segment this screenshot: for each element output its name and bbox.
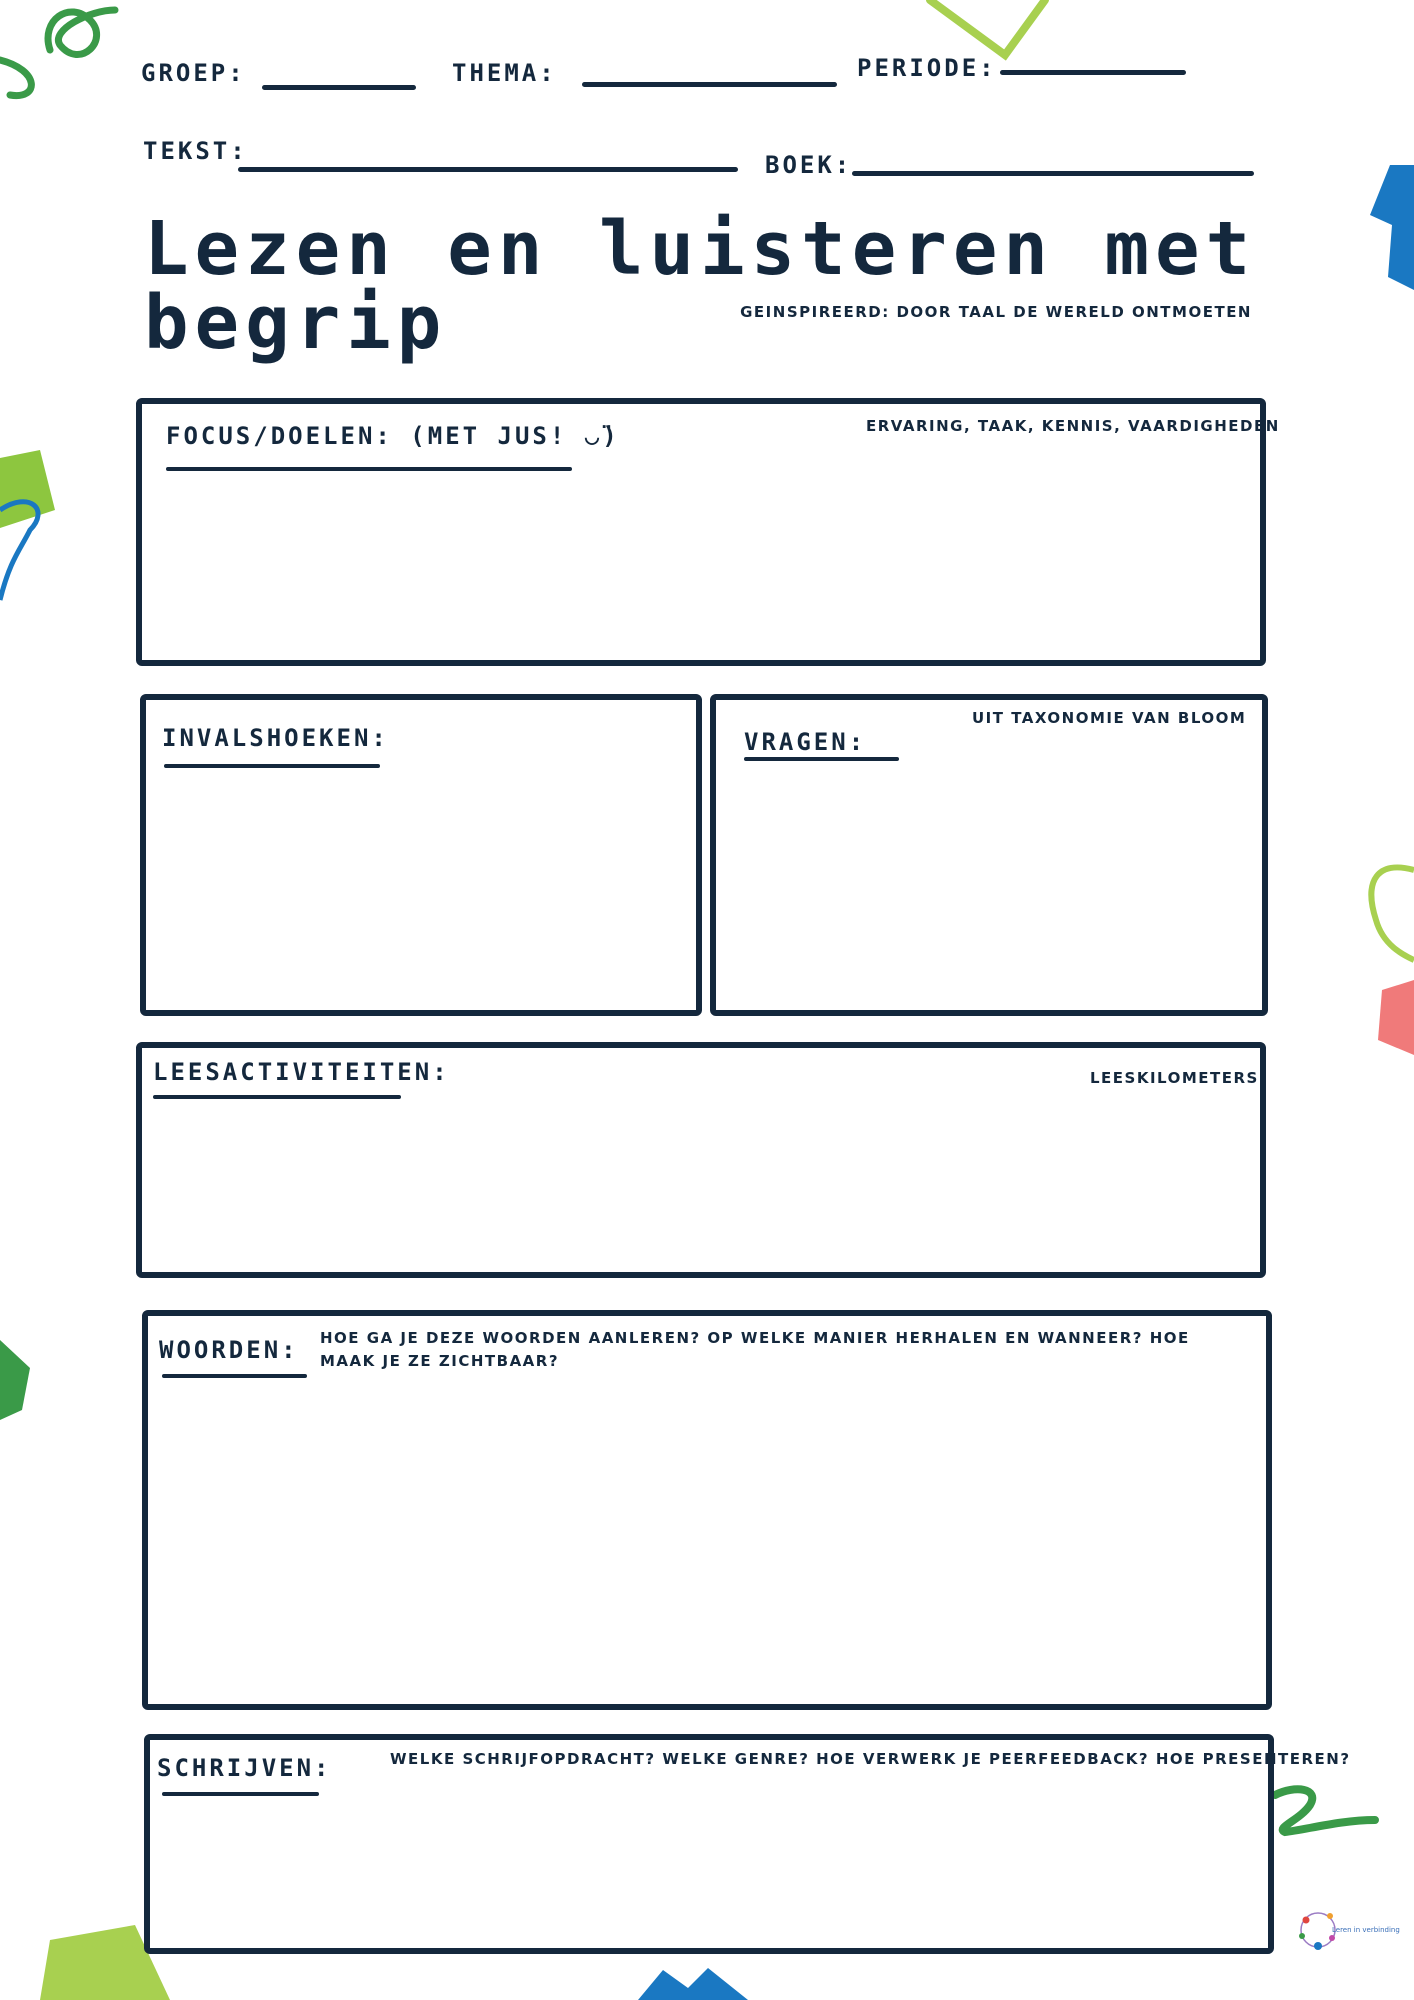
section-leesactiviteiten-underline (153, 1095, 401, 1099)
decorative-block-left-lower (0, 1340, 34, 1420)
section-vragen-hint: UIT TAXONOMIE VAN BLOOM (972, 709, 1247, 727)
field-label-periode: PERIODE: (857, 54, 997, 82)
decorative-block-left-mid (0, 450, 60, 605)
field-label-tekst: TEKST: (143, 137, 248, 165)
section-invalshoeken-underline (164, 764, 380, 768)
page-title: Lezen en luisteren met begrip (144, 206, 1257, 366)
section-woorden-title: WOORDEN: (159, 1336, 299, 1364)
section-schrijven-title: SCHRIJVEN: (157, 1754, 332, 1782)
field-label-groep: GROEP: (141, 59, 246, 87)
decorative-squiggle-top-left (0, 0, 130, 110)
logo-text: Leren in verbinding (1332, 1926, 1400, 1934)
page-subtitle: GEINSPIREERD: DOOR TAAL DE WERELD ONTMOETEN (740, 303, 1252, 321)
field-label-boek: BOEK: (765, 151, 853, 179)
section-woorden-underline (162, 1374, 307, 1378)
section-focus-hint: ERVARING, TAAK, KENNIS, VAARDIGHEDEN (866, 417, 1280, 435)
section-focus-underline (166, 467, 572, 471)
field-line-tekst[interactable] (238, 167, 738, 172)
section-vragen-title: VRAGEN: (744, 728, 867, 756)
section-invalshoeken-title: INVALSHOEKEN: (162, 724, 389, 752)
field-line-periode[interactable] (1000, 70, 1186, 75)
decorative-block-bottom-center (638, 1968, 748, 2000)
field-line-thema[interactable] (582, 82, 837, 87)
section-leesactiviteiten-hint: LEESKILOMETERS (1090, 1069, 1259, 1087)
section-schrijven-hint: WELKE SCHRIJFOPDRACHT? WELKE GENRE? HOE VERWERK JE PEERFEEDBACK? HOE PRESENTEREN? (390, 1750, 1351, 1768)
section-vragen-underline (744, 757, 899, 761)
section-leesactiviteiten-title: LEESACTIVITEITEN: (153, 1058, 450, 1086)
decorative-loop-right-mid (1358, 860, 1414, 1060)
field-line-groep[interactable] (262, 85, 416, 90)
logo (1296, 1906, 1400, 1952)
decorative-squiggle-right-bottom (1270, 1780, 1380, 1840)
section-focus-title: FOCUS/DOELEN: (MET JUS! ◡̈) (166, 422, 620, 450)
field-line-boek[interactable] (852, 171, 1254, 176)
section-schrijven-underline (162, 1792, 319, 1796)
section-woorden-hint: HOE GA JE DEZE WOORDEN AANLEREN? OP WELKE MANIER HERHALEN EN WANNEER? HOE MAAK JE ZE ZICHTBAAR? (320, 1329, 1190, 1370)
field-label-thema: THEMA: (452, 59, 557, 87)
